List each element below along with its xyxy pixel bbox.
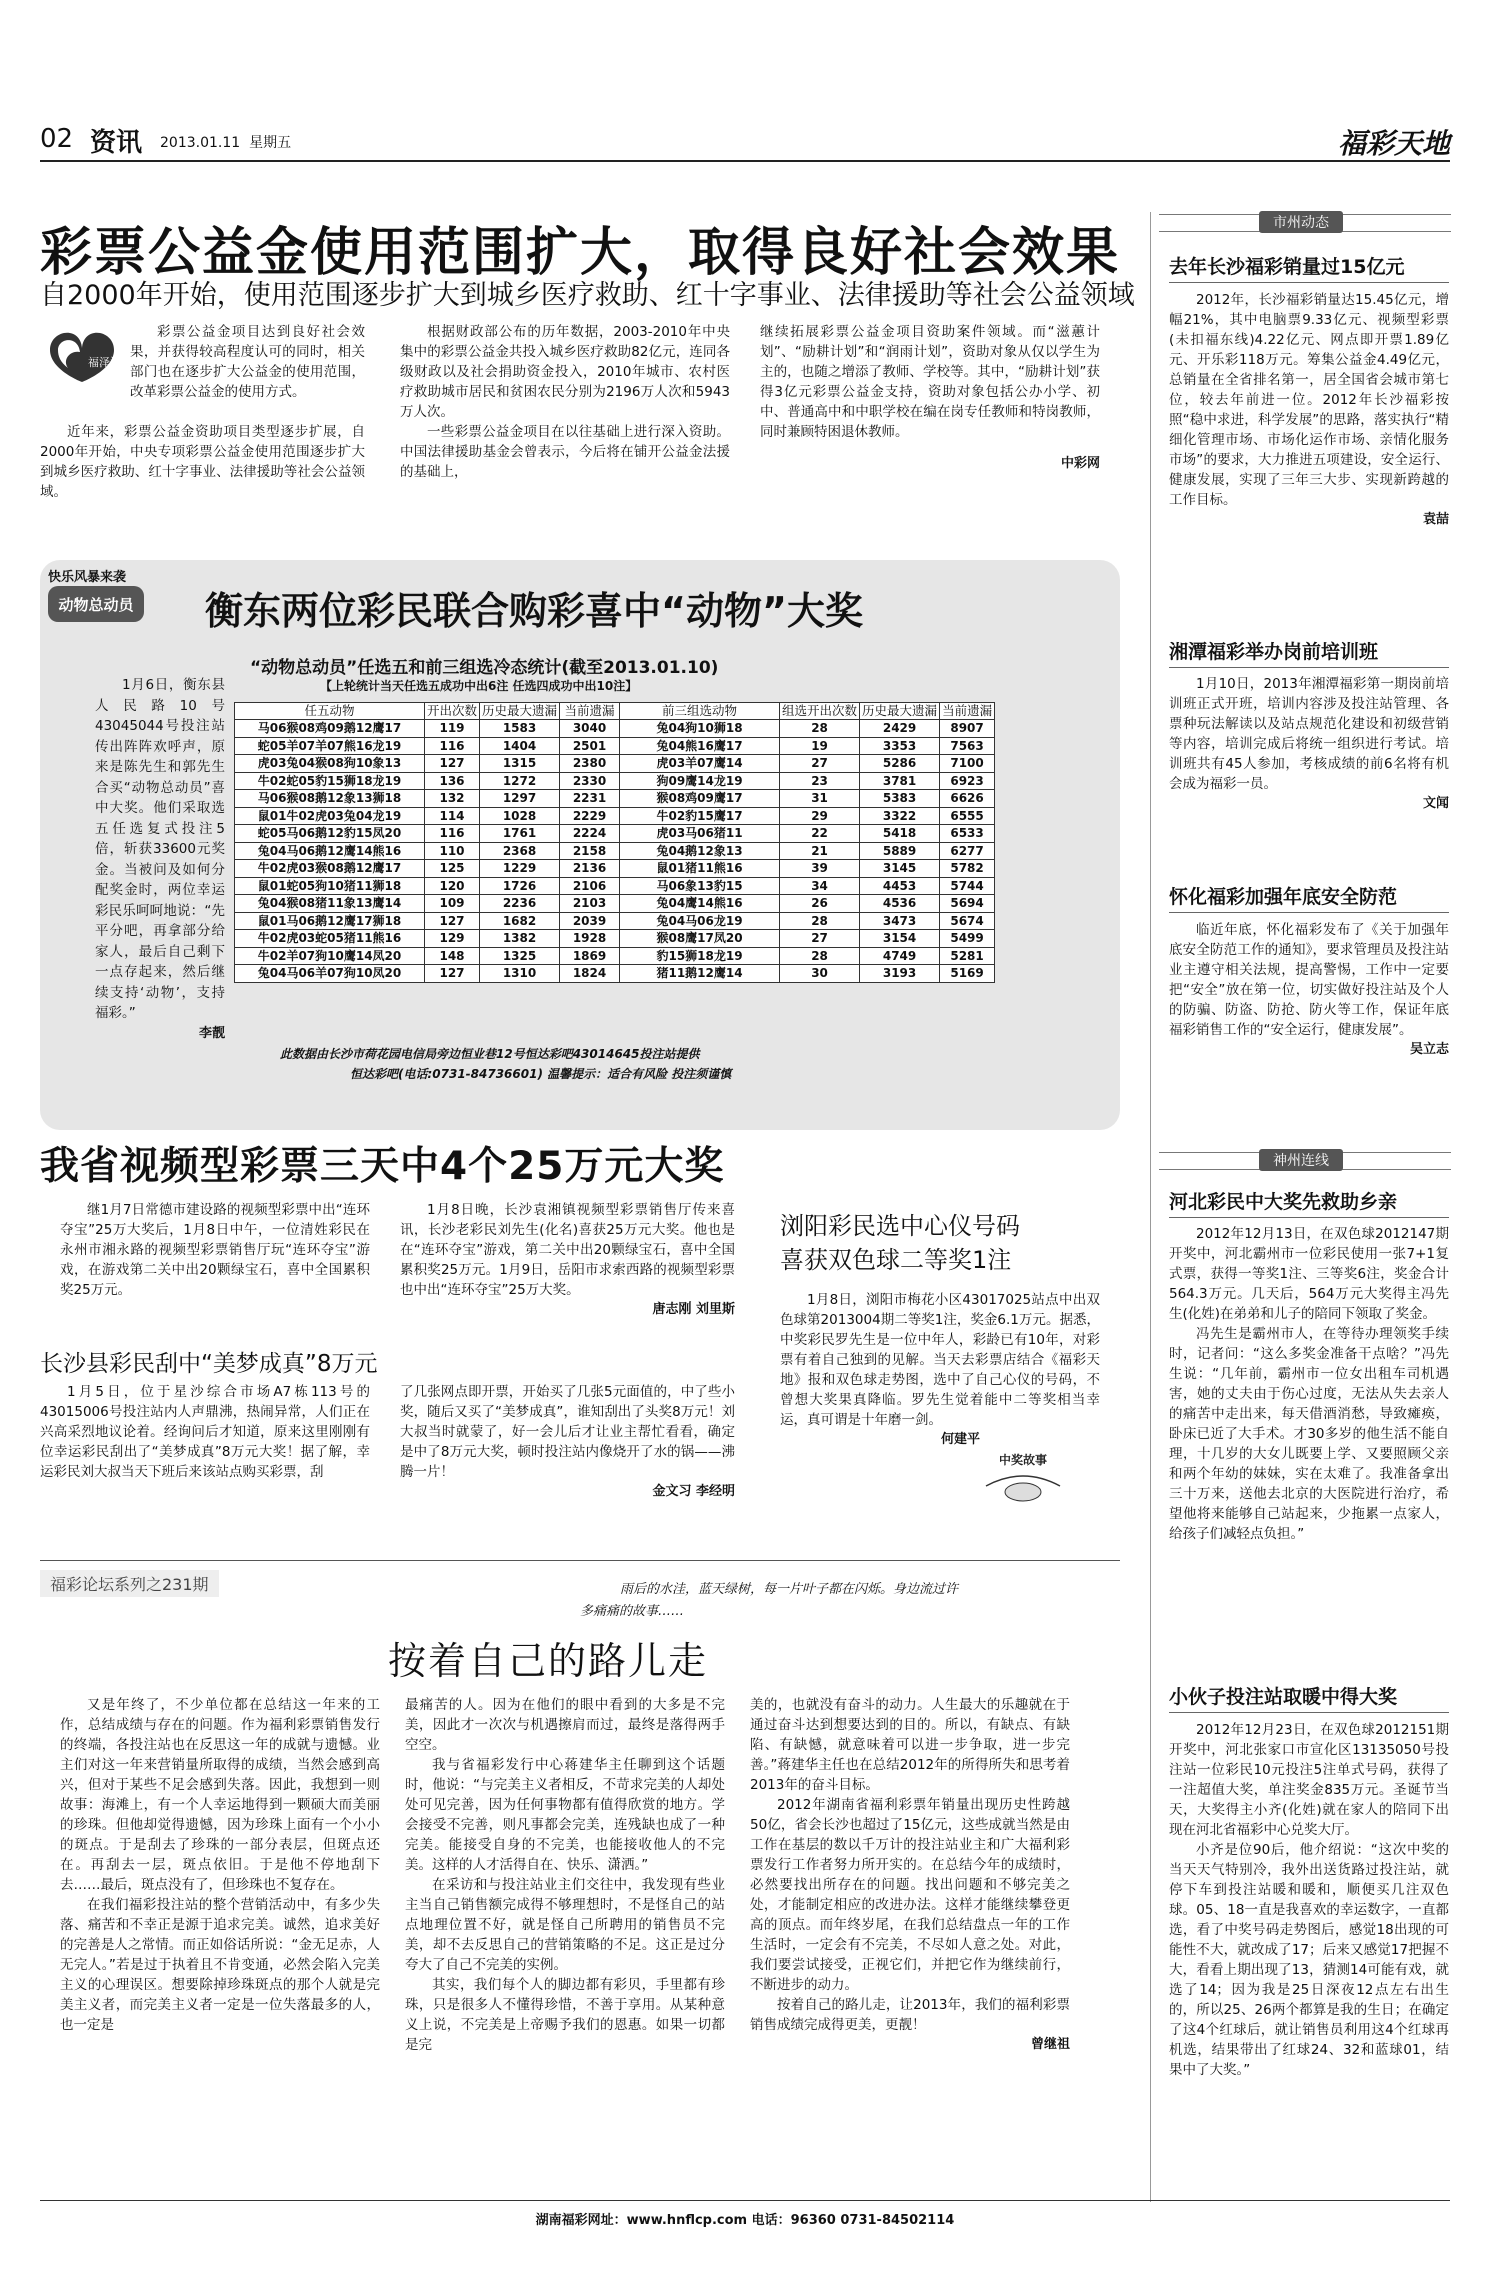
news3-title: 怀化福彩加强年底安全防范: [1169, 886, 1398, 908]
table-cell: 2224: [560, 825, 620, 843]
table-cell: 猴08鹰17凤20: [620, 930, 780, 948]
table-cell: 136: [425, 772, 480, 790]
table-cell: 29: [780, 807, 860, 825]
table-cell: 2231: [560, 790, 620, 808]
table-cell: 7563: [940, 737, 995, 755]
table-cell: 6277: [940, 842, 995, 860]
table-row: [235, 807, 995, 825]
news1-body: [1169, 290, 1449, 530]
table-cell: 2330: [560, 772, 620, 790]
table-cell: 兔04狗10狮18: [620, 720, 780, 738]
table-cell: 7100: [940, 755, 995, 773]
changsha-subheadline: 长沙县彩民刮中“美梦成真”8万元: [40, 1351, 378, 1377]
forum-c2p2: 我与省福彩发行中心蒋建华主任聊到这个话题时，他说：“与完美主义者相反，不苛求完美的人却处处可见完善，因为任何事物都有值得欣赏的地方。学会接受不完善，则凡事都会完美，连残缺也成了一种完美。能接受自身的不完美，也能接收他人的不完美。这样的人才活得自在、快乐、潇洒。”: [405, 1757, 725, 1873]
table-cell: 127: [425, 755, 480, 773]
liuyang-byline: 何建平: [940, 1432, 980, 1447]
main-byline: 中彩网: [1060, 456, 1100, 471]
table-cell: 狗09鹰14龙19: [620, 772, 780, 790]
table-cell: 牛02豹15鹰17: [620, 807, 780, 825]
table-cell: 4453: [860, 877, 940, 895]
table-cell: 116: [425, 737, 480, 755]
table-cell: 1928: [560, 930, 620, 948]
table-cell: 1315: [480, 755, 560, 773]
winning-story-badge-icon: [982, 1448, 1064, 1506]
table-header-row: [235, 703, 995, 720]
forum-c2p4: 其实，我们每个人的脚边都有彩贝，手里都有珍珠，只是很多人不懂得珍惜，不善于享用。从某种意义上说，不完美是上帝赐予我们的恩惠。如果一切都是完: [405, 1977, 725, 2053]
news2-title: 湘潭福彩举办岗前培训班: [1169, 641, 1379, 663]
table-cell: 虎03马06猪11: [620, 825, 780, 843]
table-cell: 28: [780, 947, 860, 965]
table-cell: 127: [425, 965, 480, 983]
changsha-p2: 了几张网点即开票，开始买了几张5元面值的，中了些小奖，随后又买了“美梦成真”，谁知刮出了头奖8万元！刘大叔当时就蒙了，好一会儿后才让业主帮忙看看，确定是中了8万元大奖，顿时投注站内像烧开了水的锅——沸腾一片！: [400, 1384, 735, 1480]
table-cell: 2229: [560, 807, 620, 825]
table-row: [235, 755, 995, 773]
animal-stats-table: [234, 702, 995, 983]
table-cell: 牛02虎03猴08鹅12鹰17: [235, 860, 425, 878]
table-cell: 21: [780, 842, 860, 860]
table-cell: 30: [780, 965, 860, 983]
video-col2: [400, 1200, 735, 1320]
table-cell: 猪11鹅12鹰14: [620, 965, 780, 983]
table-header-cell: 组选开出次数: [780, 703, 860, 720]
news4-text1: 2012年12月13日，在双色球2012147期开奖中，河北霸州市一位彩民使用一张7+1复式票，获得一等奖1注、三等奖6注，奖金合计564.3万元。几天后，564万元大奖得主冯先生(化姓)在弟弟和儿子的陪同下领取了奖金。: [1169, 1226, 1449, 1322]
animal-byline: 李靓: [198, 1025, 225, 1041]
news3-byline: 吴立志: [1409, 1042, 1449, 1057]
table-cell: 125: [425, 860, 480, 878]
main-col2-p1: 根据财政部公布的历年数据，2003-2010年中央集中的彩票公益金共投入城乡医疗救助82亿元，连同各级财政以及社会捐助资金投入，2010年城市、农村医疗救助城市居民和贫困农民分别为2196万人次和5943万人次。: [400, 324, 730, 420]
table-cell: 5383: [860, 790, 940, 808]
table-cell: 虎03羊07鹰14: [620, 755, 780, 773]
table-cell: 1583: [480, 720, 560, 738]
brand-logo: 福彩天地: [1337, 127, 1450, 160]
table-cell: 马06象13豹15: [620, 877, 780, 895]
main-headline: 彩票公益金使用范围扩大，取得良好社会效果: [40, 223, 1121, 283]
news5-title: 小伙子投注站取暖中得大奖: [1169, 1686, 1398, 1708]
table-cell: 猴08鸡09鹰17: [620, 790, 780, 808]
main-col2: [400, 322, 730, 482]
table-cell: 蛇05马06鹅12豹15凤20: [235, 825, 425, 843]
table-cell: 4749: [860, 947, 940, 965]
table-cell: 6555: [940, 807, 995, 825]
main-col2-p2: 一些彩票公益金项目在以往基础上进行深入资助。中国法律援助基金会曾表示，今后将在铺开公益金法援的基础上，: [400, 424, 730, 480]
news2-byline: 文闻: [1422, 796, 1449, 811]
table-cell: 兔04鹰14熊16: [620, 895, 780, 913]
table-cell: 1869: [560, 947, 620, 965]
animal-lottery-box: [40, 560, 1120, 1130]
news5-text1: 2012年12月23日，在双色球2012151期开奖中，河北张家口市宣化区13135050号投注站一位彩民10元投注5注单式号码，获得了一注超值大奖，单注奖金835万元。圣诞节当天，大奖得主小齐(化姓)就在家人的陪同下出现在河北省福彩中心兑奖大厅。: [1169, 1722, 1449, 1838]
table-row: [235, 772, 995, 790]
table-cell: 109: [425, 895, 480, 913]
table-cell: 1824: [560, 965, 620, 983]
table-cell: 2136: [560, 860, 620, 878]
forum-c3p1: 美的，也就没有奋斗的动力。人生最大的乐趣就在于通过奋斗达到想要达到的目的。所以，有缺点、有缺陷、有缺憾，就意味着可以进一步争取，进一步完善。”蒋建华主任也在总结2012年的所得所失和思考着2013年的奋斗目标。: [750, 1697, 1070, 1793]
city-news-label: 市州动态: [1259, 211, 1343, 233]
table-cell: 2103: [560, 895, 620, 913]
issue-date: [160, 132, 291, 152]
table-cell: 2106: [560, 877, 620, 895]
table-row: [235, 720, 995, 738]
table-cell: 兔04马06羊07狗10凤20: [235, 965, 425, 983]
table-cell: 3193: [860, 965, 940, 983]
table-cell: 27: [780, 930, 860, 948]
table-cell: 39: [780, 860, 860, 878]
table-cell: 5694: [940, 895, 995, 913]
table-cell: 129: [425, 930, 480, 948]
table-header-cell: 历史最大遗漏: [480, 703, 560, 720]
table-row: [235, 877, 995, 895]
news5-text2: 小齐是位90后，他介绍说：“这次中奖的当天天气特别冷，我外出送货路过投注站，就停下车到投注站暖和暖和，顺便买几注双色球。05、18一直是我喜欢的幸运数字，一直都选，看了中奖号码走势图后，感觉18出现的可能性不大，就改成了17；后来又感觉17把握不大，看看上期出现了13，猜测14可能有戏，就选了14；因为我是25日深夜12点左右出生的，所以25、26两个都算是我的生日；在确定了这4个红球后，就让销售员利用这4个红球再机选，结果带出了红球24、32和蓝球01，结果中了大奖。”: [1169, 1842, 1449, 2078]
table-cell: 马06猴08鸡09鹅12鹰17: [235, 720, 425, 738]
table-cell: 5418: [860, 825, 940, 843]
table-cell: 1028: [480, 807, 560, 825]
news3-rule: [1169, 912, 1449, 913]
main-col1-p2: 近年来，彩票公益金资助项目类型逐步扩展，自2000年开始，中央专项彩票公益金使用范围逐步扩大到城乡医疗救助、红十字事业、法律援助等社会公益领域。: [40, 424, 365, 500]
table-cell: 2429: [860, 720, 940, 738]
table-cell: 2380: [560, 755, 620, 773]
table-cell: 虎03兔04猴08狗10象13: [235, 755, 425, 773]
table-cell: 26: [780, 895, 860, 913]
table-header-cell: 任五动物: [235, 703, 425, 720]
liuyang-text: 1月8日，浏阳市梅花小区43017025站点中出双色球第2013004期二等奖1注，奖金6.1万元。据悉，中奖彩民罗先生是一位中年人，彩龄已有10年，对彩票有着自己独到的见解。当天去彩票店结合《福彩天地》报和双色球走势图，选中了自己心仪的号码，不曾想大奖果真降临。罗先生觉着能中二等奖相当幸运，真可谓是十年磨一剑。: [780, 1292, 1100, 1428]
table-cell: 鼠01猪11熊16: [620, 860, 780, 878]
table-cell: 1382: [480, 930, 560, 948]
table-cell: 1297: [480, 790, 560, 808]
table-cell: 1761: [480, 825, 560, 843]
video-headline: 我省视频型彩票三天中4个25万元大奖: [40, 1144, 725, 1189]
table-header-cell: 当前遗漏: [560, 703, 620, 720]
news4-title: 河北彩民中大奖先救助乡亲: [1169, 1191, 1398, 1213]
table-cell: 5169: [940, 965, 995, 983]
table-cell: 兔04马06鹅12鹰14熊16: [235, 842, 425, 860]
table-header-cell: 历史最大遗漏: [860, 703, 940, 720]
table-cell: 3154: [860, 930, 940, 948]
table-cell: 4536: [860, 895, 940, 913]
forum-col1: [60, 1695, 380, 2035]
animal-game-logo-icon: [48, 582, 148, 626]
table-cell: 牛02羊07狗10鹰14凤20: [235, 947, 425, 965]
table-row: [235, 737, 995, 755]
table-cell: 110: [425, 842, 480, 860]
table-cell: 5286: [860, 755, 940, 773]
animal-story: [95, 675, 225, 1044]
table-cell: 22: [780, 825, 860, 843]
table-row: [235, 947, 995, 965]
main-col3: [760, 322, 1100, 474]
page-number: 02: [40, 124, 74, 154]
promo-tag: 快乐风暴来袭: [48, 570, 127, 585]
forum-col2: [405, 1695, 725, 2055]
main-col1-p1: 彩票公益金项目达到良好社会效果，并获得较高程度认可的同时，相关部门也在逐步扩大公益金的使用范围，改革彩票公益金的使用方式。: [130, 324, 365, 400]
table-cell: 3473: [860, 912, 940, 930]
table-cell: 116: [425, 825, 480, 843]
news4-text2: 冯先生是霸州市人，在等待办理领奖手续时，记者问：“这么多奖金准备干点啥？”冯先生说：“几年前，霸州市一位女出租车司机遇害，她的丈夫由于伤心过度，无法从失去亲人的痛苦中走出来，每天借酒消愁，导致瘫痪，卧床已近了大手术。才30多岁的他生活不能自理，十几岁的大女儿既要上学、又要照顾父亲和两个年幼的妹妹，实在太难了。我准备拿出三十万来，送他去北京的大医院进行治疗，希望他将来能够自己站起来，少拖累一点家人，给孩子们减轻点负担。”: [1169, 1326, 1449, 1542]
liuyang-headline-line1: 浏阳彩民选中心仪号码: [780, 1212, 1020, 1240]
table-cell: 5744: [940, 877, 995, 895]
table-cell: 8907: [940, 720, 995, 738]
national-news-label: 神州连线: [1259, 1149, 1343, 1171]
forum-c3p3: 按着自己的路儿走，让2013年，我们的福利彩票销售成绩完成得更美，更靓！: [750, 1997, 1070, 2033]
forum-c2p1: 最痛苦的人。因为在他们的眼中看到的大多是不完美，因此才一次次与机遇擦肩而过，最终是落得两手空空。: [405, 1697, 725, 1753]
table-header-cell: 开出次数: [425, 703, 480, 720]
table-cell: 牛02虎03蛇05猪11熊16: [235, 930, 425, 948]
table-cell: 兔04猴08猪11象13鹰14: [235, 895, 425, 913]
liuyang-story: [780, 1290, 1100, 1450]
liuyang-headline-line2: 喜获双色球二等奖1注: [780, 1246, 1012, 1274]
page-header: [40, 122, 1450, 162]
forum-col3: [750, 1695, 1070, 2055]
table-cell: 31: [780, 790, 860, 808]
forum-byline: 曾继祖: [1030, 2037, 1070, 2052]
table-cell: 120: [425, 877, 480, 895]
right-news-column: [1150, 212, 1450, 2202]
table-cell: 28: [780, 720, 860, 738]
video-p2: 1月8日晚，长沙袁湘镇视频型彩票销售厅传来喜讯，长沙老彩民刘先生(化名)喜获25万元大奖。他也是在“连环夺宝”游戏，第二关中出20颗绿宝石，喜中全国累积奖25万元。1月9日，岳阳市求索西路的视频型彩票也中出“连环夺宝”25万大奖。: [400, 1202, 735, 1298]
section-name: 资讯: [90, 128, 143, 158]
video-byline: 唐志刚 刘里斯: [652, 1302, 735, 1317]
table-cell: 28: [780, 912, 860, 930]
table-cell: 1325: [480, 947, 560, 965]
table-cell: 鼠01牛02虎03兔04龙19: [235, 807, 425, 825]
table-cell: 1726: [480, 877, 560, 895]
table-note: 【上轮统计当天任选五成功中出6注 任选四成功中出10注】: [320, 679, 638, 693]
table-cell: 鼠01马06鹅12鹰17狮18: [235, 912, 425, 930]
forum-c2p3: 在采访和与投注站业主们交往中，我发现有些业主当自己销售额完成得不够理想时，不是怪自己的站点地理位置不好，就是怪自己所聘用的销售员不完美，却不去反思自己的营销策略的不足。这正是过分夸大了自己不完美的实例。: [405, 1877, 725, 1973]
table-cell: 兔04马06龙19: [620, 912, 780, 930]
table-cell: 23: [780, 772, 860, 790]
table-cell: 蛇05羊07羊07熊16龙19: [235, 737, 425, 755]
video-p1: 继1月7日常德市建设路的视频型彩票中出“连环夺宝”25万大奖后，1月8日中午，一位清姓彩民在永州市湘永路的视频型彩票销售厅玩“连环夺宝”游戏，在游戏第二关中出20颗绿宝石，喜中全国累积奖25万元。: [60, 1202, 370, 1298]
table-cell: 132: [425, 790, 480, 808]
table-cell: 5782: [940, 860, 995, 878]
news2-rule: [1169, 667, 1449, 668]
date-text: 2013.01.11: [160, 135, 241, 151]
table-cell: 119: [425, 720, 480, 738]
logo-text: 福泽潇湘: [88, 356, 132, 369]
table-cell: 5281: [940, 947, 995, 965]
table-cell: 牛02蛇05豹15狮18龙19: [235, 772, 425, 790]
table-row: [235, 825, 995, 843]
table-cell: 6626: [940, 790, 995, 808]
table-header-cell: 当前遗漏: [940, 703, 995, 720]
main-subheadline: 自2000年开始，使用范围逐步扩大到城乡医疗救助、红十字事业、法律援助等社会公益领域: [40, 280, 1135, 311]
table-cell: 马06猴08鹅12象13狮18: [235, 790, 425, 808]
table-cell: 2236: [480, 895, 560, 913]
news1-rule: [1169, 282, 1449, 283]
table-row: [235, 930, 995, 948]
news4-rule: [1169, 1217, 1449, 1218]
table-cell: 34: [780, 877, 860, 895]
table-row: [235, 965, 995, 983]
table-cell: 1404: [480, 737, 560, 755]
fuze-xiaoxiang-logo-icon: [40, 320, 132, 392]
news2-text: 1月10日，2013年湘潭福彩第一期岗前培训班正式开班，培训内容涉及投注站管理、各票种玩法解读以及站点规范化建设和初级营销等内容，培训完成后将统一组织进行考试。培训班共有45人参加，考核成绩的前6名将有机会成为福彩一员。: [1169, 676, 1449, 792]
video-col1: [60, 1200, 370, 1300]
table-cell: 2501: [560, 737, 620, 755]
table-cell: 3322: [860, 807, 940, 825]
news2-body: [1169, 674, 1449, 814]
changsha-col2: [400, 1382, 735, 1502]
table-cell: 兔04熊16鹰17: [620, 737, 780, 755]
news1-title: 去年长沙福彩销量过15亿元: [1169, 256, 1405, 278]
table-title: “动物总动员”任选五和前三组选冷态统计(截至2013.01.10): [250, 658, 719, 678]
table-cell: 3040: [560, 720, 620, 738]
forum-quote-line1: 雨后的水洼，蓝天绿树，每一片叶子都在闪烁。身边流过许: [620, 1582, 959, 1597]
badge-text: 中奖故事: [998, 1453, 1048, 1467]
forum-quote-line2: 多痛痛的故事……: [580, 1604, 685, 1619]
table-cell: 3781: [860, 772, 940, 790]
table-cell: 1272: [480, 772, 560, 790]
table-cell: 6533: [940, 825, 995, 843]
table-cell: 豹15狮18龙19: [620, 947, 780, 965]
game-logo-text: 动物总动员: [58, 596, 134, 614]
changsha-p1: 1月5日，位于星沙综合市场A7栋113号的43015006号投注站内人声鼎沸，热闹异常，人们正在兴高采烈地议论着。经询问后才知道，原来这里刚刚有位幸运彩民刮出了“美梦成真”8万元大奖！据了解，幸运彩民刘大叔当天下班后来该站点购买彩票，刮: [40, 1384, 370, 1480]
table-cell: 3145: [860, 860, 940, 878]
table-cell: 148: [425, 947, 480, 965]
table-row: [235, 790, 995, 808]
table-cell: 1310: [480, 965, 560, 983]
forum-c1p2: 在我们福彩投注站的整个营销活动中，有多少失落、痛苦和不幸正是源于追求完美。诚然，追求美好的完善是人之常情。而正如俗话所说：“金无足赤，人无完人。”若是过于执着且不肯变通，必然会陷入完美主义的心理误区。想要除掉珍珠斑点的那个人就是完美主义者，而完美主义者一定是一位失落最多的人，也一定是: [60, 1897, 380, 2033]
news3-text: 临近年底，怀化福彩发布了《关于加强年底安全防范工作的通知》，要求管理员及投注站业主遵守相关法规，提高警惕，工作中一定要把“安全”放在第一位，切实做好投注站及个人的防骗、防盗、防抢、防火等工作，保证年底福彩销售工作的“安全运行，健康发展”。: [1169, 922, 1449, 1038]
forum-c1p1: 又是年终了，不少单位都在总结这一年来的工作，总结成绩与存在的问题。作为福利彩票销售发行的终端，各投注站也在反思这一年的成就与遗憾。业主们对这一年来营销量所取得的成绩，当然会感到高兴，但对于某些不足会感到失落。因此，我想到一则故事：海滩上，有一个人幸运地得到一颗硕大而美丽的珍珠。但他却觉得遗憾，因为珍珠上面有一个小小的斑点。于是刮去了珍珠的一部分表层，但斑点还在。再刮去一层，斑点依旧。于是他不停地刮下去……最后，斑点没有了，但珍珠也不复存在。: [60, 1697, 380, 1893]
table-row: [235, 842, 995, 860]
animal-story-text: 1月6日，衡东县人民路10号43045044号投注站传出阵阵欢呼声，原来是陈先生和郭先生合买“动物总动员”喜中大奖。他们采取选五任选复式投注5倍，斩获33600元奖金。当被问及如何分配奖金时，两位幸运彩民乐呵呵地说：“先平分吧，再拿部分给家人，最后自己剩下一点存起来，然后继续支持‘动物’，支持福彩。”: [95, 677, 225, 1021]
table-row: [235, 895, 995, 913]
table-cell: 5674: [940, 912, 995, 930]
news4-body: [1169, 1224, 1449, 1544]
table-footnote-contact: 恒达彩吧(电话:0731-84736601) 温馨提示：适合有风险 投注须谨慎: [350, 1067, 732, 1081]
table-cell: 5889: [860, 842, 940, 860]
news1-byline: 袁喆: [1422, 512, 1449, 527]
main-col1: [130, 322, 365, 402]
table-cell: 兔04鹅12象13: [620, 842, 780, 860]
page-footer: 湖南福彩网址：www.hnflcp.com 电话：96360 0731-84502114: [40, 2200, 1450, 2228]
table-row: [235, 860, 995, 878]
national-news-bar: [1159, 1152, 1451, 1170]
table-cell: 2158: [560, 842, 620, 860]
news1-text: 2012年，长沙福彩销量达15.45亿元，增幅21%，其中电脑票9.33亿元、视频型彩票(未扣福东线)4.22亿元、网点即开票1.89亿元、开乐彩118万元。筹集公益金4.49亿元，总销量在全省排名第一，居全国省会城市第七位，较去年前进一位。2012年长沙福彩按照“稳中求进，科学发展”的思路，落实执行“精细化管理市场、市场化运作市场、亲情化服务市场”的要求，大力推进五项建设，安全运行、健康发展，实现了三年三大步、实现新跨越的工作目标。: [1169, 292, 1449, 508]
table-cell: 1682: [480, 912, 560, 930]
table-header-cell: 前三组选动物: [620, 703, 780, 720]
forum-c3p2: 2012年湖南省福利彩票年销量出现历史性跨越50亿，省会长沙也超过了15亿元，这些成就当然是由工作在基层的数以千万计的投注站业主和广大福利彩票发行工作者努力所开实的。在总结今年的成绩时，必然要找出所存在的问题。找出问题和不够完美之处，才能制定相应的改进办法。这样才能继续攀登更高的顶点。而年终岁尾，在我们总结盘点一年的工作生活时，一定会有不完美，不尽如人意之处。对此，我们要尝试接受，正视它们，并把它作为继续前行，不断进步的动力。: [750, 1797, 1070, 1993]
table-cell: 19: [780, 737, 860, 755]
main-col1b: [40, 422, 365, 502]
forum-headline: 按着自己的路儿走: [388, 1639, 709, 1683]
table-cell: 27: [780, 755, 860, 773]
table-cell: 6923: [940, 772, 995, 790]
news3-body: [1169, 920, 1449, 1060]
animal-headline: 衡东两位彩民联合购彩喜中“动物”大奖: [205, 589, 863, 633]
changsha-byline: 金文习 李经明: [652, 1484, 735, 1499]
table-row: [235, 912, 995, 930]
table-cell: 1229: [480, 860, 560, 878]
table-cell: 2368: [480, 842, 560, 860]
table-cell: 127: [425, 912, 480, 930]
city-news-bar: [1159, 214, 1451, 232]
table-cell: 5499: [940, 930, 995, 948]
table-cell: 鼠01蛇05狗10猪11狮18: [235, 877, 425, 895]
forum-series-tag: 福彩论坛系列之231期: [40, 1570, 219, 1597]
table-footnote-source: 此数据由长沙市荷花园电信局旁边恒业巷12号恒达彩吧43014645投注站提供: [280, 1047, 700, 1061]
table-cell: 3353: [860, 737, 940, 755]
news5-rule: [1169, 1712, 1449, 1713]
weekday-text: 星期五: [249, 135, 292, 151]
table-cell: 2039: [560, 912, 620, 930]
changsha-col1: [40, 1382, 370, 1482]
news5-body: [1169, 1720, 1449, 2080]
table-cell: 114: [425, 807, 480, 825]
main-col3-p1: 继续拓展彩票公益金项目资助案件领域。而“滋蕙计划”、“励耕计划”和“润雨计划”，资助对象从仅以学生为主的，也随之增添了教师、学校等。其中，“励耕计划”获得3亿元彩票公益金支持，资助对象包括公办小学、初中、普通高中和中职学校在编在岗专任教师和特岗教师，同时兼顾特困退休教师。: [760, 324, 1100, 440]
